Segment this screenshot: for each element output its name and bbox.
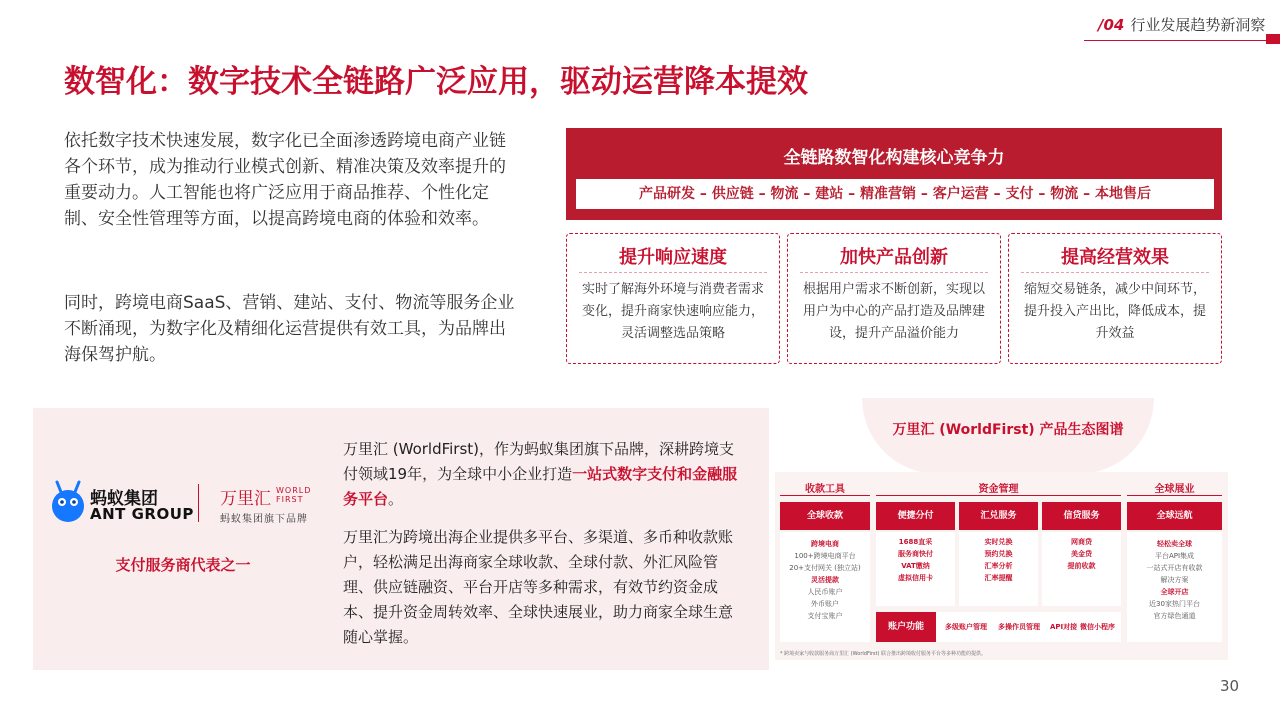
section-title: 行业发展趋势新洞察 <box>1130 16 1266 34</box>
section-number: /04 <box>1098 16 1125 34</box>
list-item: 美金贷 <box>1071 550 1092 558</box>
col2c-list <box>1042 532 1121 606</box>
worldfirst-en-line2: FIRST <box>276 495 304 504</box>
col-header-receiving: 收款工具 <box>805 484 845 495</box>
box-easy-pay: 便捷分付 <box>876 502 955 530</box>
intro-text: 万里汇 (WorldFirst)，作为蚂蚁集团旗下品牌，深耕跨境支付领域19年，为全球中小企业打造 <box>343 440 735 483</box>
list-item: 一站式开店有收款 <box>1146 564 1203 572</box>
card-operating-effect <box>1008 233 1222 364</box>
list-item: 1688直采 <box>898 538 933 546</box>
account-item: API对接 <box>1050 623 1078 631</box>
ant-group-name-cn: 蚂蚁集团 <box>90 489 158 509</box>
list-item: 平台API集成 <box>1154 552 1195 560</box>
list-item: 官方绿色通道 <box>1153 612 1196 620</box>
col-underline <box>780 495 870 496</box>
card-body: 根据用户需求不断创新，实现以用户为中心的产品打造及品牌建设，提升产品溢价能力 <box>802 282 985 341</box>
worldfirst-name-en <box>276 486 311 504</box>
list-item: 外币账户 <box>811 600 839 608</box>
list-item: 网商贷 <box>1071 538 1092 546</box>
ant-group-logo-icon <box>50 478 86 524</box>
col-header-fund-mgmt: 资金管理 <box>978 484 1019 495</box>
card-heading: 加快产品创新 <box>840 247 948 268</box>
ecosystem-footnote: * 跨境卖家与收款服务商万里汇 (WorldFirst) 联合推出跨境收付服务平台等多种功能的提供。 <box>780 651 987 657</box>
list-item: 近30家热门平台 <box>1149 600 1200 608</box>
card-divider <box>1021 272 1209 273</box>
value-chain-bar: 产品研发 – 供应链 – 物流 – 建站 – 精准营销 – 客户运营 – 支付 – 物流 – 本地售后 <box>576 179 1214 209</box>
payment-provider-label: 支付服务商代表之一 <box>115 556 251 574</box>
card-product-innovation <box>787 233 1001 364</box>
worldfirst-intro <box>343 437 745 512</box>
intro-highlight: 一站式数字支付和金融服务平台 <box>343 465 738 508</box>
list-item: 支付宝账户 <box>807 612 843 620</box>
list-item: 100+跨境电商平台 <box>794 552 856 560</box>
account-item: 多操作员管理 <box>998 623 1040 631</box>
account-item: 微信小程序 <box>1080 623 1115 631</box>
ecosystem-title: 万里汇 (WorldFirst) 产品生态图谱 <box>892 422 1124 438</box>
list-item: 汇率分析 <box>984 562 1013 570</box>
col-underline <box>876 495 1121 496</box>
account-item: 多级账户管理 <box>945 623 987 631</box>
list-item: 服务商快付 <box>898 550 933 558</box>
list-item: 人民币账户 <box>807 588 843 596</box>
ant-group-name-en: ANT GROUP <box>90 505 194 523</box>
panel-title: 全链路数智化构建核心竞争力 <box>783 148 1005 168</box>
col-header-global-business: 全球展业 <box>1154 484 1195 495</box>
box-global-voyage: 全球远航 <box>1127 502 1222 530</box>
box-credit-service: 信贷服务 <box>1042 502 1121 530</box>
list-item: VAT缴纳 <box>901 562 930 570</box>
list-item: 实时兑换 <box>984 538 1013 546</box>
col1-list <box>780 532 870 642</box>
worldfirst-services: 万里汇为跨境出海企业提供多平台、多渠道、多币种收款账户，轻松满足出海商家全球收款、全球付款、外汇风险管理、供应链融资、平台开店等多种需求，有效节约资金成本、提升资金周转效率、全球快速展业，助力商家全球生意随心掌握。 <box>343 528 734 646</box>
list-item: 汇率提醒 <box>984 574 1013 582</box>
col-underline <box>1127 495 1222 496</box>
card-heading: 提升响应速度 <box>619 247 727 268</box>
page-number: 30 <box>1220 677 1240 695</box>
list-item: 虚拟信用卡 <box>898 574 933 582</box>
list-item: 轻松卖全球 <box>1157 540 1192 548</box>
header-divider <box>1084 40 1266 41</box>
card-divider <box>579 272 767 273</box>
worldfirst-name-cn: 万里汇 <box>220 489 271 509</box>
col3-list <box>1127 532 1222 642</box>
logo-divider <box>198 484 199 522</box>
col2b-list <box>959 532 1038 606</box>
account-functions-label: 账户功能 <box>876 612 936 642</box>
worldfirst-subtitle: 蚂蚁集团旗下品牌 <box>220 514 308 525</box>
section-label <box>1098 14 1265 35</box>
card-body: 实时了解海外环境与消费者需求变化，提升商家快速响应能力，灵活调整选品策略 <box>581 282 764 341</box>
worldfirst-en-line1: WORLD <box>276 486 312 495</box>
list-item: 跨境电商 <box>811 540 839 548</box>
list-item: 解决方案 <box>1160 576 1189 584</box>
box-fx-service: 汇兑服务 <box>959 502 1038 530</box>
list-item: 全球开店 <box>1160 588 1189 596</box>
list-item: 提前收款 <box>1067 562 1096 570</box>
page-title: 数智化：数字技术全链路广泛应用，驱动运营降本提效 <box>64 64 808 100</box>
col2a-list <box>876 532 955 606</box>
second-paragraph: 同时，跨境电商SaaS、营销、建站、支付、物流等服务企业不断涌现，为数字化及精细化运营提供有效工具，为品牌出海保驾护航。 <box>64 293 515 365</box>
card-heading: 提高经营效果 <box>1061 247 1169 268</box>
card-divider <box>800 272 988 273</box>
intro-suffix: 。 <box>388 490 404 508</box>
box-global-receiving: 全球收款 <box>780 502 870 530</box>
list-item: 20+支付网关 (独立站) <box>789 564 861 572</box>
list-item: 灵活提款 <box>811 576 839 584</box>
card-response-speed <box>566 233 780 364</box>
card-body: 缩短交易链条，减少中间环节，提升投入产出比，降低成本，提升效益 <box>1023 282 1206 341</box>
intro-paragraph: 依托数字技术快速发展，数字化已全面渗透跨境电商产业链各个环节，成为推动行业模式创新、精准决策及效率提升的重要动力。人工智能也将广泛应用于商品推荐、个性化定制、安全性管理等方面，以提高跨境电商的体验和效率。 <box>64 131 506 229</box>
header-accent-mark <box>1266 34 1280 44</box>
list-item: 预约兑换 <box>984 550 1013 558</box>
